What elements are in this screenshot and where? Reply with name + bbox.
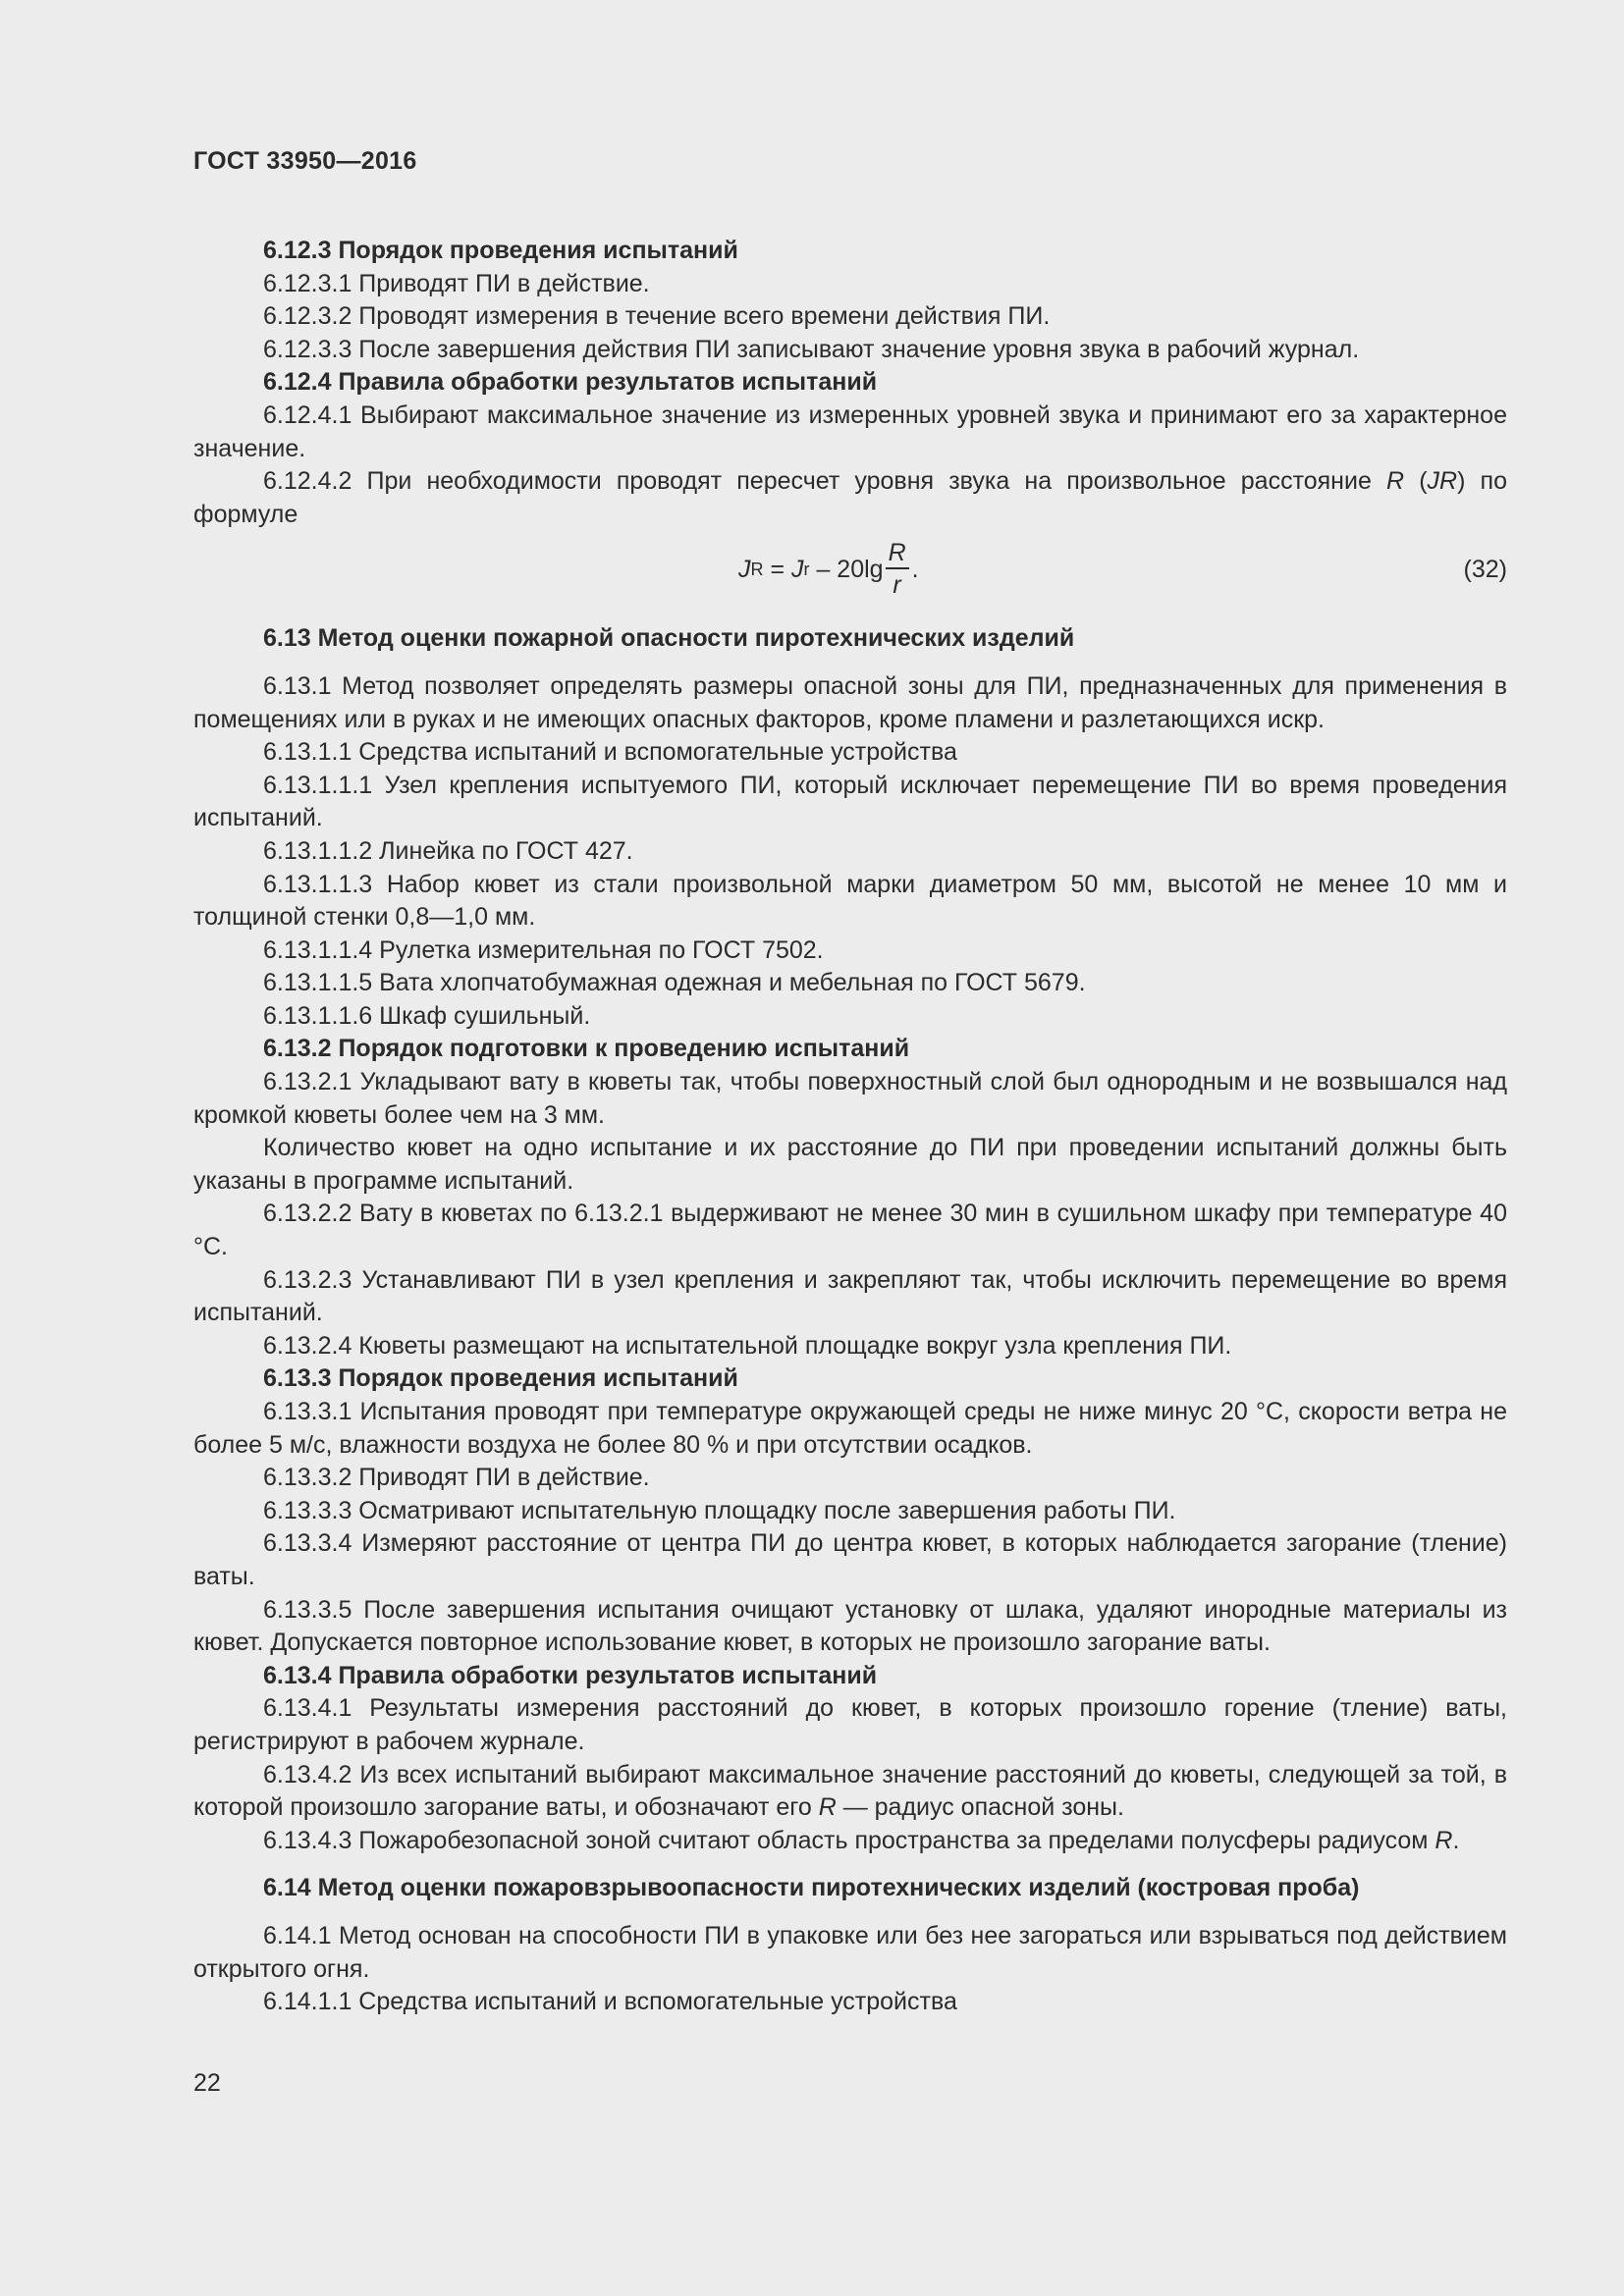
paragraph: 6.13.4.2 Из всех испытаний выбирают максимальное значение расстояний до кюветы, следующей за той, в которой произошло загорание ваты, и обозначают его R — радиус опасной зоны.	[193, 1760, 1507, 1822]
fraction-denominator: r	[893, 571, 901, 600]
formula-equals: =	[763, 555, 791, 583]
paragraph: 6.13.4.3 Пожаробезопасной зоной считают область пространства за пределами полусферы радиусом R.	[263, 1826, 1460, 1854]
paragraph: 6.13.4.1 Результаты измерения расстояний до кювет, в которых произошло горение (тление) ваты, регистрируют в рабочем журнале.	[193, 1694, 1507, 1755]
paragraph: 6.12.4.2 При необходимости проводят пересчет уровня звука на произвольное расстояние R (JR) по формуле	[193, 467, 1507, 528]
paragraph: 6.12.3.2 Проводят измерения в течение всего времени действия ПИ.	[263, 302, 1051, 331]
paragraph: 6.13.2.2 Вату в кюветах по 6.13.2.1 выдерживают не менее 30 мин в сушильном шкафу при температуре 40 °С.	[193, 1200, 1507, 1261]
paragraph: 6.13.1.1.6 Шкаф сушильный.	[263, 1001, 591, 1030]
paragraph: 6.13.1.1.1 Узел крепления испытуемого ПИ, который исключает перемещение ПИ во время проведения испытаний.	[193, 771, 1507, 832]
paragraph: 6.13.3.3 Осматривают испытательную площадку после завершения работы ПИ.	[263, 1496, 1176, 1524]
document-page	[193, 147, 1507, 2019]
paragraph: 6.13.1.1.3 Набор кювет из стали произвольной марки диаметром 50 мм, высотой не менее 10 мм и толщиной стенки 0,8—1,0 мм.	[193, 870, 1507, 932]
paragraph: 6.13.1.1 Средства испытаний и вспомогательные устройства	[263, 738, 957, 767]
subsection-heading: 6.13.3 Порядок проведения испытаний	[263, 1364, 738, 1393]
paragraph: 6.12.3.3 После завершения действия ПИ записывают значение уровня звука в рабочий журнал.	[263, 335, 1360, 363]
text-block-6-13-6-14	[193, 622, 1507, 2018]
formula-operator: – 20lg	[809, 555, 884, 583]
paragraph: 6.13.3.5 После завершения испытания очищают установку от шлака, удаляют инородные материалы из кювет. Допускается повторное использование кювет, в которых не произошло загорание ваты.	[193, 1595, 1507, 1657]
paragraph: 6.13.3.4 Измеряют расстояние от центра ПИ до центра кювет, в которых наблюдается загорание (тление) ваты.	[193, 1529, 1507, 1590]
paragraph: 6.13.1.1.5 Вата хлопчатобумажная одежная и мебельная по ГОСТ 5679.	[263, 969, 1086, 997]
formula-32	[738, 531, 919, 608]
document-header: ГОСТ 33950—2016	[193, 147, 417, 175]
formula-term: J	[791, 555, 804, 583]
paragraph: 6.13.1 Метод позволяет определять размеры опасной зоны для ПИ, предназначенных для применения в помещениях или в руках и не имеющих опасных факторов, кроме пламени и разлетающихся искр.	[193, 671, 1507, 733]
section-heading: 6.13 Метод оценки пожарной опасности пиротехнических изделий	[263, 624, 1075, 653]
page-number: 22	[193, 2069, 221, 2097]
paragraph: 6.13.3.2 Приводят ПИ в действие.	[263, 1464, 650, 1492]
formula-number: (32)	[1463, 555, 1507, 583]
paragraph: 6.13.2.3 Устанавливают ПИ в узел крепления и закрепляют так, чтобы исключить перемещение во время испытаний.	[193, 1265, 1507, 1327]
formula-lhs: J	[738, 555, 751, 583]
document-body	[193, 235, 1507, 2019]
paragraph: 6.12.3.1 Приводят ПИ в действие.	[263, 269, 650, 297]
paragraph: 6.13.3.1 Испытания проводят при температуре окружающей среды не ниже минус 20 °С, скорости ветра не более 5 м/с, влажности воздуха не более 80 % и при отсутствии осадков.	[193, 1398, 1507, 1459]
subsection-heading: 6.12.3 Порядок проведения испытаний	[263, 237, 738, 264]
paragraph: 6.13.2.4 Кюветы размещают на испытательной площадке вокруг узла крепления ПИ.	[263, 1331, 1232, 1360]
paragraph: Количество кювет на одно испытание и их расстояние до ПИ при проведении испытаний должны быть указаны в программе испытаний.	[193, 1134, 1507, 1195]
section-heading: 6.14 Метод оценки пожаровзрывоопасности пиротехнических изделий (костровая проба)	[263, 1874, 1360, 1902]
paragraph: 6.14.1 Метод основан на способности ПИ в упаковке или без нее загораться или взрываться под действием открытого огня.	[193, 1921, 1507, 1983]
formula-lhs-subscript: R	[750, 559, 764, 579]
subsection-heading: 6.12.4 Правила обработки результатов испытаний	[263, 368, 878, 397]
formula-end: .	[911, 555, 919, 583]
subsection-heading: 6.13.4 Правила обработки результатов испытаний	[263, 1661, 878, 1689]
paragraph: 6.13.1.1.2 Линейка по ГОСТ 427.	[263, 836, 633, 865]
paragraph: 6.13.2.1 Укладывают вату в кюветы так, чтобы поверхностный слой был однородным и не возвышался над кромкой кюветы более чем на 3 мм.	[193, 1068, 1507, 1129]
paragraph: 6.12.4.1 Выбирают максимальное значение из измеренных уровней звука и принимают его за характерное значение.	[193, 400, 1507, 462]
formula-term-subscript: r	[803, 559, 810, 579]
subsection-heading: 6.13.2 Порядок подготовки к проведению испытаний	[263, 1035, 910, 1063]
formula-32-row	[193, 531, 1507, 608]
fraction-numerator: R	[886, 538, 909, 569]
paragraph: 6.14.1.1 Средства испытаний и вспомогательные устройства	[263, 1988, 957, 2016]
formula-fraction	[886, 538, 909, 601]
text-block-6-12	[193, 235, 1507, 531]
paragraph: 6.13.1.1.4 Рулетка измерительная по ГОСТ 7502.	[263, 935, 824, 964]
